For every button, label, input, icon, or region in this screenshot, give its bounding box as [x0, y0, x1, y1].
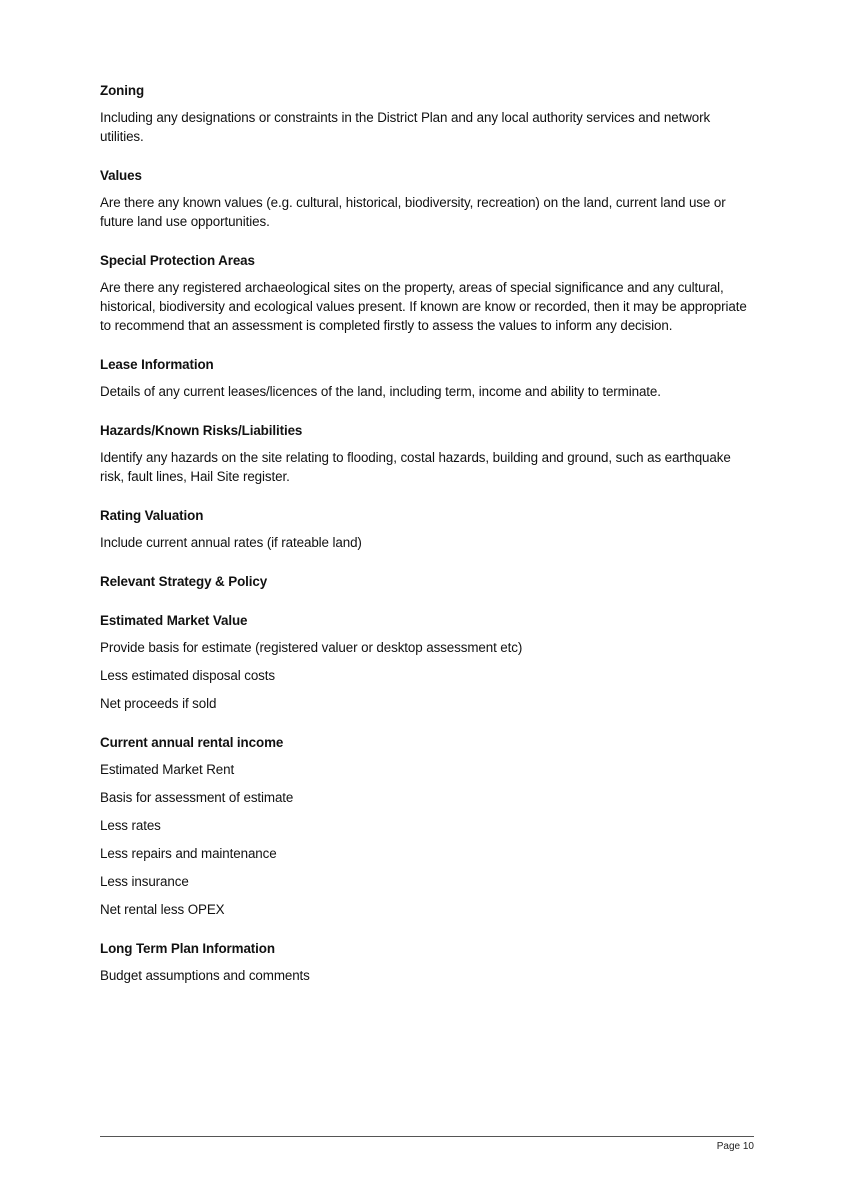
- section-estimated-market-value: [100, 611, 750, 713]
- section-heading: Lease Information: [100, 357, 214, 372]
- list-item: Net proceeds if sold: [100, 696, 217, 711]
- section-heading: Relevant Strategy & Policy: [100, 574, 268, 589]
- list-item: Estimated Market Rent: [100, 762, 235, 777]
- section-heading: Values: [100, 168, 142, 183]
- list-item: Net rental less OPEX: [100, 902, 225, 917]
- section-heading: Special Protection Areas: [100, 253, 255, 268]
- section-heading: Long Term Plan Information: [100, 941, 275, 956]
- section-item-list: [100, 760, 750, 919]
- section-paragraph: Identify any hazards on the site relating to flooding, costal hazards, building and ground, such as earthquake risk, fault lines, Hail Site register.: [100, 450, 731, 484]
- section-rating-valuation: [100, 506, 750, 552]
- section-item-list: [100, 638, 750, 713]
- section-paragraph: Budget assumptions and comments: [100, 968, 310, 983]
- page-number: Page 10: [716, 1141, 754, 1152]
- section-long-term-plan: [100, 939, 750, 985]
- list-item: Less rates: [100, 818, 161, 833]
- list-item: Less insurance: [100, 874, 189, 889]
- section-hazards: [100, 421, 750, 486]
- section-paragraph: Are there any known values (e.g. cultural, historical, biodiversity, recreation) on the land, current land use or future land use opportunities.: [100, 195, 726, 229]
- footer-divider: [100, 1136, 754, 1137]
- section-paragraph: Details of any current leases/licences of the land, including term, income and ability to terminate.: [100, 384, 661, 399]
- section-heading: Rating Valuation: [100, 508, 204, 523]
- section-special-protection-areas: [100, 251, 750, 335]
- section-paragraph: Are there any registered archaeological sites on the property, areas of special significance and any cultural, historical, biodiversity and ecological values present. If known are know or recorded, then it may be appropriate to recommend that an assessment is completed firstly to assess the values to inform any decision.: [100, 280, 747, 333]
- section-current-rental-income: [100, 733, 750, 919]
- section-zoning: [100, 81, 750, 146]
- section-relevant-strategy: [100, 572, 750, 591]
- list-item: Less repairs and maintenance: [100, 846, 277, 861]
- section-heading: Estimated Market Value: [100, 613, 248, 628]
- section-heading: Zoning: [100, 83, 145, 98]
- list-item: Provide basis for estimate (registered valuer or desktop assessment etc): [100, 640, 523, 655]
- section-values: [100, 166, 750, 231]
- list-item: Less estimated disposal costs: [100, 668, 275, 683]
- list-item: Basis for assessment of estimate: [100, 790, 294, 805]
- section-paragraph: Including any designations or constraints in the District Plan and any local authority services and network utilities.: [100, 110, 711, 144]
- section-paragraph: Include current annual rates (if rateable land): [100, 535, 362, 550]
- section-heading: Current annual rental income: [100, 735, 284, 750]
- section-heading: Hazards/Known Risks/Liabilities: [100, 423, 303, 438]
- page-content: [100, 81, 750, 1005]
- section-lease-information: [100, 355, 750, 401]
